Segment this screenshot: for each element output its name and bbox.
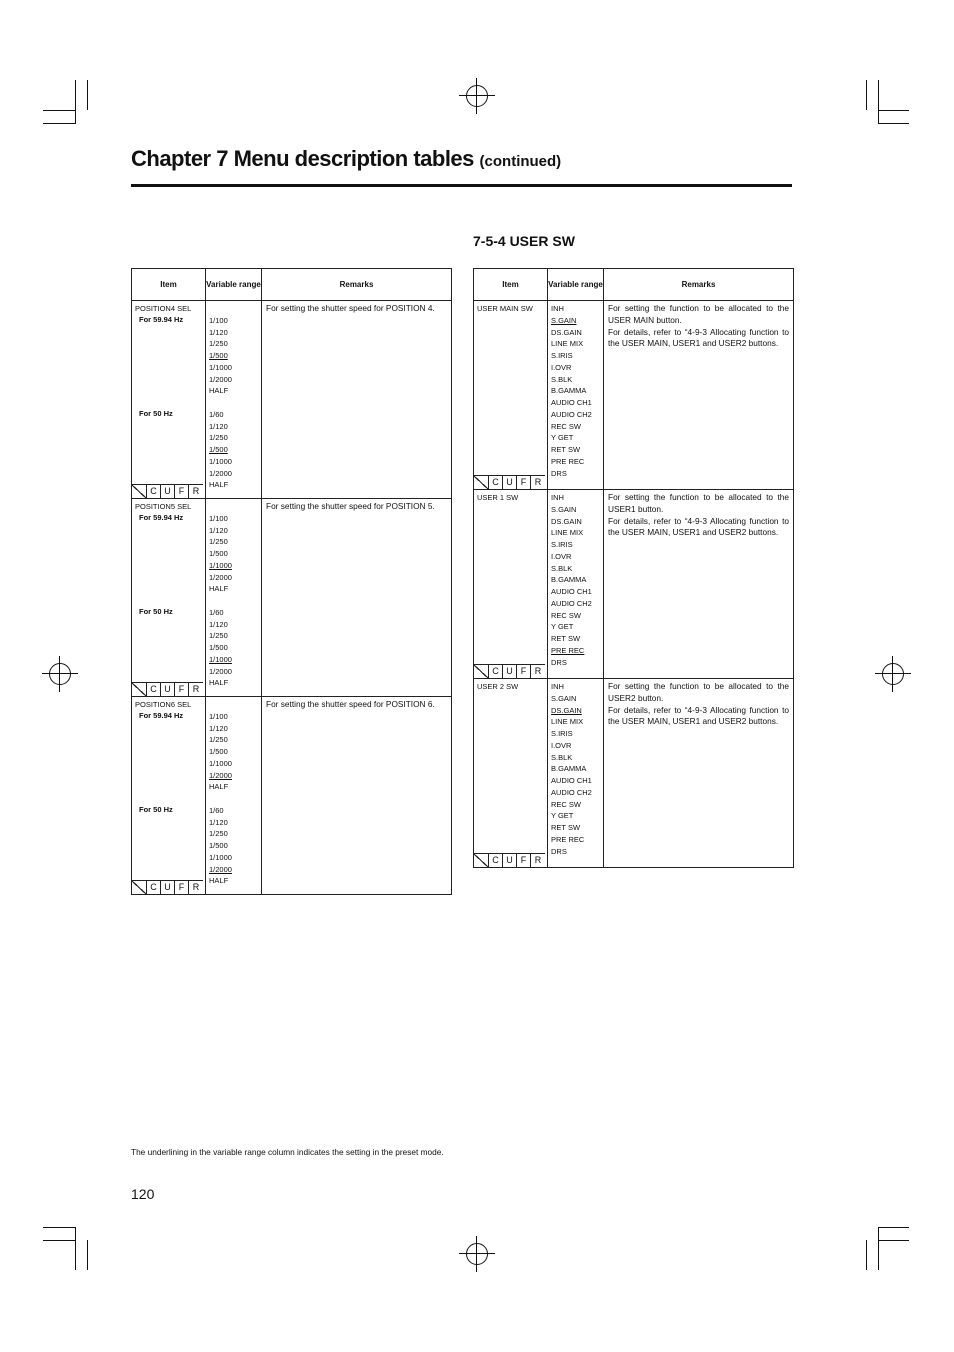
diagonal-slash-icon <box>474 475 489 489</box>
range-value: AUDIO CH1 <box>551 776 592 785</box>
table-row <box>132 499 452 697</box>
cufr-cell-u: U <box>161 682 175 696</box>
cufr-cell-f: F <box>517 853 531 867</box>
remarks-cell <box>262 697 452 895</box>
range-value: PRE REC <box>551 456 585 466</box>
range-value: 1/250 <box>209 339 228 349</box>
table-header-row <box>132 269 452 301</box>
remarks-line-2: For details, refer to “4-9-3 Allocating function to the USER MAIN, USER1 and USER2 buttons. <box>608 326 789 349</box>
range-spacer <box>209 595 261 607</box>
variable-range-cell <box>206 697 262 895</box>
range-value: 1/100 <box>209 315 228 325</box>
sub-label-5994: For 59.94 Hz <box>139 711 184 720</box>
range-value: 1/100 <box>209 513 228 523</box>
item-name: USER 1 SW <box>477 493 519 502</box>
header-variable-range: Variable range <box>548 269 604 301</box>
cufr-cell-c: C <box>489 664 503 678</box>
cufr-cell-r: R <box>531 475 545 489</box>
range-value: LINE MIX <box>551 717 584 727</box>
title-rule <box>131 184 792 187</box>
range-spacer <box>209 699 261 711</box>
range-value: PRE REC <box>551 645 585 655</box>
remarks-line-2: For details, refer to “4-9-3 Allocating function to the USER MAIN, USER1 and USER2 buttons. <box>608 515 789 538</box>
range-value: AUDIO CH2 <box>551 409 592 419</box>
range-value: 1/2000 <box>209 374 232 384</box>
remarks-line-2: For details, refer to “4-9-3 Allocating function to the USER MAIN, USER1 and USER2 buttons. <box>608 704 789 727</box>
range-value: 1/500 <box>209 549 228 558</box>
remarks-cell <box>604 301 794 490</box>
range-value: I.OVR <box>551 551 572 561</box>
page-number: 120 <box>131 1186 155 1202</box>
sub-label-50: For 50 Hz <box>139 607 173 616</box>
sub-label-50: For 50 Hz <box>139 409 173 418</box>
range-value: 1/250 <box>209 829 228 839</box>
table-row <box>474 679 794 868</box>
variable-range-cell <box>206 301 262 499</box>
table-header-row <box>474 269 794 301</box>
range-value: 1/500 <box>209 747 228 756</box>
range-list <box>548 490 603 668</box>
cufr-cell-u: U <box>161 484 175 498</box>
user-sw-table <box>473 268 794 868</box>
continued-label: (continued) <box>479 153 562 170</box>
range-list <box>206 697 261 887</box>
range-value: DRS <box>551 846 567 856</box>
range-value: 1/2000 <box>209 770 232 780</box>
range-value: 1/250 <box>209 433 228 443</box>
remarks-cell <box>262 301 452 499</box>
range-value: 1/120 <box>209 619 228 629</box>
range-value: 1/120 <box>209 723 228 733</box>
header-remarks: Remarks <box>262 269 452 301</box>
header-item: Item <box>132 269 206 301</box>
range-spacer <box>209 397 261 409</box>
cufr-cell-f: F <box>175 682 189 696</box>
variable-range-cell <box>548 490 604 679</box>
range-value: S.BLK <box>551 752 573 762</box>
remarks-line-1: For setting the function to be allocated to the USER MAIN button. <box>608 303 789 325</box>
cufr-cell-r: R <box>531 664 545 678</box>
range-value: 1/60 <box>209 409 224 419</box>
range-value: AUDIO CH2 <box>551 787 592 797</box>
cufr-cell-u: U <box>503 475 517 489</box>
range-value: HALF <box>209 386 229 396</box>
range-value: 1/500 <box>209 351 228 360</box>
diagonal-slash-icon <box>132 682 147 696</box>
range-list <box>548 301 603 479</box>
cufr-cell-r: R <box>531 853 545 867</box>
footnote: The underlining in the variable range column indicates the setting in the preset mode. <box>131 1147 444 1157</box>
range-value: 1/120 <box>209 525 228 535</box>
table-row <box>132 697 452 895</box>
range-value: B.GAMMA <box>551 575 587 585</box>
diagonal-slash-icon <box>474 664 489 678</box>
range-value: Y GET <box>551 622 574 632</box>
registration-mark-bottom <box>459 1236 495 1272</box>
range-value: DS.GAIN <box>551 705 582 715</box>
range-value: S.IRIS <box>551 351 573 360</box>
range-value: HALF <box>209 480 229 490</box>
item-name: POSITION4 SEL <box>135 304 192 313</box>
range-value: 1/60 <box>209 805 224 815</box>
cufr-indicator <box>132 682 203 696</box>
range-value: RET SW <box>551 823 581 832</box>
range-value: 1/500 <box>209 445 228 454</box>
range-value: AUDIO CH1 <box>551 587 592 596</box>
remarks-line-1: For setting the function to be allocated to the USER1 button. <box>608 492 789 514</box>
range-value: S.BLK <box>551 563 573 573</box>
range-value: AUDIO CH1 <box>551 398 592 407</box>
item-name: USER 2 SW <box>477 682 519 691</box>
range-value: Y GET <box>551 811 574 821</box>
remarks-cell <box>604 490 794 679</box>
header-remarks: Remarks <box>604 269 794 301</box>
range-value: B.GAMMA <box>551 386 587 396</box>
range-value: S.GAIN <box>551 693 577 703</box>
range-spacer <box>209 303 261 315</box>
cufr-cell-f: F <box>175 880 189 894</box>
range-list <box>206 499 261 689</box>
remarks-cell <box>604 679 794 868</box>
remarks-text: For setting the shutter speed for POSITION 5. <box>266 501 435 511</box>
header-item: Item <box>474 269 548 301</box>
registration-mark-left <box>42 656 78 692</box>
range-value: INH <box>551 682 564 691</box>
range-value: 1/1000 <box>209 560 232 570</box>
cufr-cell-r: R <box>189 484 203 498</box>
cufr-indicator <box>474 475 545 489</box>
range-value: HALF <box>209 782 229 792</box>
range-value: 1/2000 <box>209 468 232 478</box>
cufr-cell-c: C <box>147 682 161 696</box>
chapter-title <box>131 146 561 172</box>
range-list <box>548 679 603 857</box>
range-value: S.IRIS <box>551 729 573 738</box>
range-value: 1/500 <box>209 643 228 652</box>
remarks-line-1: For setting the function to be allocated to the USER2 button. <box>608 681 789 703</box>
cufr-cell-c: C <box>147 880 161 894</box>
range-value: HALF <box>209 678 229 688</box>
item-name: POSITION6 SEL <box>135 700 192 709</box>
range-value: 1/120 <box>209 421 228 431</box>
item-cell <box>474 301 548 490</box>
sub-label-50: For 50 Hz <box>139 805 173 814</box>
item-cell <box>132 301 206 499</box>
range-value: B.GAMMA <box>551 764 587 774</box>
table-row <box>132 301 452 499</box>
range-value: 1/1000 <box>209 758 232 768</box>
cufr-cell-c: C <box>489 853 503 867</box>
range-value: INH <box>551 304 564 313</box>
header-variable-range: Variable range <box>206 269 262 301</box>
range-value: 1/1000 <box>209 654 232 664</box>
range-value: REC SW <box>551 610 581 620</box>
item-cell <box>132 697 206 895</box>
range-value: I.OVR <box>551 362 572 372</box>
cufr-cell-r: R <box>189 880 203 894</box>
cufr-cell-f: F <box>517 475 531 489</box>
table-row <box>474 490 794 679</box>
item-name: POSITION5 SEL <box>135 502 192 511</box>
remarks-cell <box>262 499 452 697</box>
range-value: RET SW <box>551 634 581 643</box>
shutter-position-table <box>131 268 452 895</box>
range-value: RET SW <box>551 445 581 454</box>
range-value: AUDIO CH2 <box>551 598 592 608</box>
range-value: 1/120 <box>209 817 228 827</box>
remarks-text <box>604 679 793 728</box>
variable-range-cell <box>548 301 604 490</box>
cufr-cell-c: C <box>147 484 161 498</box>
range-list <box>206 301 261 491</box>
registration-mark-top <box>459 78 495 114</box>
range-value: HALF <box>209 876 229 886</box>
cufr-indicator <box>474 853 545 867</box>
range-value: S.IRIS <box>551 540 573 549</box>
range-value: 1/120 <box>209 327 228 337</box>
item-cell <box>474 679 548 868</box>
sub-label-5994: For 59.94 Hz <box>139 315 184 324</box>
remarks-text <box>604 490 793 539</box>
range-value: 1/1000 <box>209 362 232 372</box>
range-value: S.GAIN <box>551 315 577 325</box>
cufr-cell-f: F <box>517 664 531 678</box>
range-value: Y GET <box>551 433 574 443</box>
range-value: 1/60 <box>209 607 224 617</box>
diagonal-slash-icon <box>474 853 489 867</box>
range-value: 1/250 <box>209 631 228 641</box>
cufr-cell-u: U <box>161 880 175 894</box>
range-value: 1/250 <box>209 537 228 547</box>
range-value: S.BLK <box>551 374 573 384</box>
cufr-cell-u: U <box>503 664 517 678</box>
range-value: I.OVR <box>551 740 572 750</box>
range-value: INH <box>551 493 564 502</box>
cufr-cell-r: R <box>189 682 203 696</box>
variable-range-cell <box>548 679 604 868</box>
cufr-cell-c: C <box>489 475 503 489</box>
range-value: HALF <box>209 584 229 594</box>
diagonal-slash-icon <box>132 484 147 498</box>
range-value: 1/2000 <box>209 666 232 676</box>
range-value: DRS <box>551 657 567 667</box>
range-value: REC SW <box>551 799 581 809</box>
range-value: 1/1000 <box>209 852 232 862</box>
range-value: DS.GAIN <box>551 327 582 337</box>
chapter-title-text: Chapter 7 Menu description tables <box>131 146 474 171</box>
range-value: PRE REC <box>551 834 585 844</box>
range-value: LINE MIX <box>551 528 584 538</box>
range-value: S.GAIN <box>551 504 577 514</box>
range-value: 1/500 <box>209 841 228 850</box>
remarks-text: For setting the shutter speed for POSITION 6. <box>266 699 435 709</box>
range-value: LINE MIX <box>551 339 584 349</box>
range-spacer <box>209 501 261 513</box>
section-heading: 7-5-4 USER SW <box>473 233 575 249</box>
remarks-text <box>604 301 793 350</box>
range-value: DS.GAIN <box>551 516 582 526</box>
cufr-indicator <box>132 880 203 894</box>
cufr-indicator <box>474 664 545 678</box>
range-spacer <box>209 793 261 805</box>
cufr-cell-f: F <box>175 484 189 498</box>
diagonal-slash-icon <box>132 880 147 894</box>
registration-mark-right <box>875 656 911 692</box>
item-name: USER MAIN SW <box>477 304 533 313</box>
range-value: 1/2000 <box>209 572 232 582</box>
range-value: 1/250 <box>209 735 228 745</box>
cufr-cell-u: U <box>503 853 517 867</box>
range-value: 1/1000 <box>209 456 232 466</box>
range-value: REC SW <box>551 421 581 431</box>
item-cell <box>474 490 548 679</box>
table-row <box>474 301 794 490</box>
sub-label-5994: For 59.94 Hz <box>139 513 184 522</box>
cufr-indicator <box>132 484 203 498</box>
range-value: 1/2000 <box>209 864 232 874</box>
variable-range-cell <box>206 499 262 697</box>
remarks-text: For setting the shutter speed for POSITION 4. <box>266 303 435 313</box>
range-value: 1/100 <box>209 711 228 721</box>
item-cell <box>132 499 206 697</box>
range-value: DRS <box>551 468 567 478</box>
